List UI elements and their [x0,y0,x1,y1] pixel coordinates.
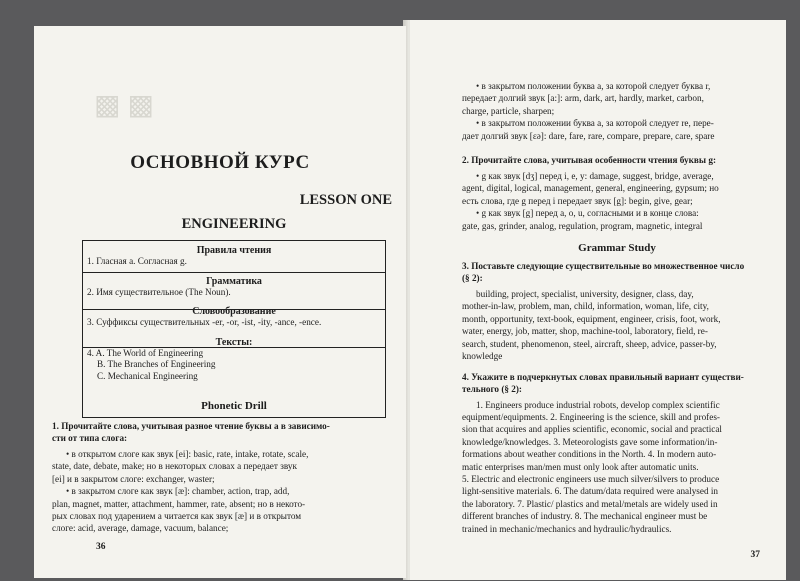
word-formation-header: Словообразование [192,306,276,318]
main-title: ОСНОВНОЙ КУРС [130,152,310,173]
task-2-line: agent, digital, logical, management, general, engineering, gypsum; но [462,183,719,194]
task-4-line: 5. Electric and electronic engineers use much silver/silvers to produce [462,473,720,484]
task-3-line: building, project, specialist, university, designer, class, day, [476,289,694,300]
task-4-line: 1. Engineers produce industrial robots, develop complex scientific [476,399,720,410]
task-3-title-cont: (§ 2): [462,273,483,284]
left-page [34,26,406,578]
bleed-through-shape: ▩ ▩ [94,90,154,121]
text-line: дает долгий звук [εə]: dare, fare, rare, compare, prepare, care, spare [462,130,715,141]
task-1-line: рых словах под ударением a читается как звук [æ] и в открытом [52,511,302,522]
phonetic-drill-header: Phonetic Drill [201,400,267,412]
task-1 [52,420,402,535]
lesson-overview-box [82,240,386,418]
texts-item: 4. A. The World of Engineering [87,347,204,358]
right-page [410,20,786,580]
task-2-line: • g как звук [g] перед a, o, u, согласными и в конце слова: [476,208,699,219]
task-3-line: mother-in-law, problem, man, child, information, woman, life, city, [462,301,709,312]
grammar-item: 2. Имя существительное (The Noun). [87,286,231,297]
texts-item: B. The Branches of Engineering [97,359,216,370]
task-3-title: 3. Поставьте следующие существительные во множественное число [462,261,745,272]
task-4-line: equipment/equipments. 2. Engineering is the science, skill and profes- [462,411,720,422]
task-3-line: water, energy, job, matter, shop, machine-tool, laboratory, field, re- [462,326,708,337]
task-2-line: • g как звук [dʒ] перед i, e, y: damage, suggest, bridge, average, [476,171,714,182]
task-1-title-cont: сти от типа слога: [52,433,128,443]
grammar-study-header: Grammar Study [578,242,656,255]
task-4-line: matic enterprises man/men must only look after automatic units. [462,461,699,472]
task-2-title: 2. Прочитайте слова, учитывая особенности чтения буквы g: [462,155,717,166]
task-1-line: • в закрытом слоге как звук [æ]: chamber, action, trap, add, [66,486,290,497]
page-number: 37 [750,550,760,560]
text-line: charge, particle, sharpen; [462,105,555,116]
word-formation-item: 3. Суффиксы существительных -er, -or, -ist, -ity, -ance, -ence. [87,317,322,328]
task-1-line: слоге: acid, average, damage, vacuum, balance; [52,523,229,534]
texts-item: C. Mechanical Engineering [97,370,198,381]
texts-header: Тексты: [215,336,253,348]
grammar-header: Грамматика [206,275,262,287]
box-divider [83,347,385,348]
task-2-line: есть слова, где g перед i передает звук [g]: begin, give, gear; [462,195,693,206]
intro-lines [462,80,772,535]
task-4-line: knowledge/knowledges. 3. Meteorologists gave some information/in- [462,436,718,447]
reading-rules-header: Правила чтения [196,245,272,256]
lesson-title: LESSON ONE [299,192,392,208]
task-3-line: knowledge [462,351,503,362]
topic-title: ENGINEERING [181,216,287,232]
task-1-line: state, date, debate, make; но в некоторых словах a передает звук [52,461,297,472]
box-divider [83,309,385,310]
task-1-line: plan, magnet, matter, attachment, hammer, rate, absent; но в некото- [52,498,306,509]
task-1-line: • в открытом слоге как звук [ei]: basic, rate, intake, rotate, scale, [66,449,309,459]
text-line: • в закрытом положении буква a, за которой следует re, пере- [476,118,714,129]
reading-rules-item: 1. Гласная a. Согласная g. [87,256,187,266]
task-4-title: 4. Укажите в подчеркнутых словах правильный вариант существи- [462,371,744,382]
text-line: • в закрытом положении буква a, за которой следует буква r, [476,81,711,91]
task-3-line: search, student, phenomenon, steel, aircraft, sheep, advice, passer-by, [462,338,717,349]
task-4-line: the laboratory. 7. Plastic/ plastics and metal/metals are widely used in [462,498,718,509]
task-1-line: [ei] и в закрытом слоге: exchanger, waster; [52,473,215,484]
task-3-line: month, opportunity, text-book, equipment, engineer, crisis, foot, work, [462,313,721,324]
task-2-line: gate, gas, grinder, analog, regulation, program, magnetic, integral [462,220,703,231]
task-4-line: sion that acquires and applies scientific, economic, social and practical [462,424,722,435]
box-divider [83,272,385,273]
task-4-line: trained in mechanic/mechanics and hydraulic/hydraulics. [462,523,672,534]
task-4-line: formations about weather conditions in the North. 4. In modern auto- [462,449,717,460]
task-4-title-cont: тельного (§ 2): [462,383,522,394]
task-4-line: different branches of industry. 8. The mechanical engineer must be [462,511,708,522]
page-number: 36 [96,542,106,552]
text-line: передает долгий звук [a:]: arm, dark, art, hardly, market, carbon, [462,93,704,104]
task-4-line: light-sensitive materials. 6. The datum/data required were analysed in [462,486,718,497]
task-1-title: 1. Прочитайте слова, учитывая разное чтение буквы a в зависимо- [52,421,330,431]
